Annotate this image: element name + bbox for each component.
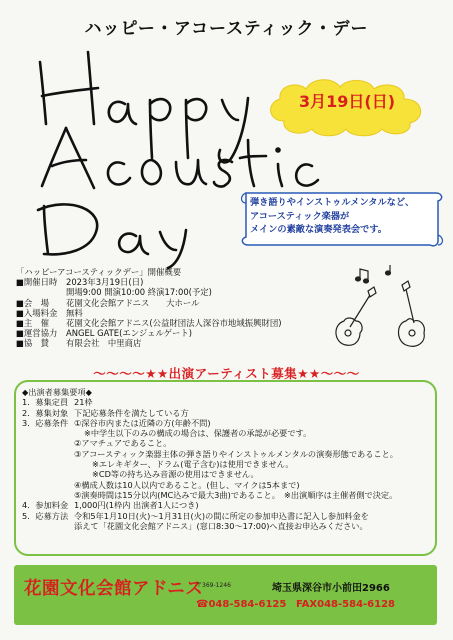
requirement-line: ③アコースティック楽器主体の弾き語りやインストゥルメンタルの演奏形態であること。 <box>74 448 398 459</box>
overview-row <box>16 298 282 308</box>
requirement-note: ※CD等の持ち込み音源の使用はできません。 <box>92 469 259 480</box>
venue-address: 埼玉県深谷市小前田2966 <box>272 583 390 594</box>
guitar-illustration <box>330 265 440 355</box>
requirements-content <box>22 387 432 531</box>
description-line: アコースティック楽器が <box>250 210 350 222</box>
requirement-label: 4．参加料金 <box>22 500 69 511</box>
requirement-value: ①深谷市内または近隣の方(年齢不問) <box>74 417 211 428</box>
overview-label: ■入場料金 <box>16 307 58 318</box>
requirement-line: ②アマチュアであること。 <box>74 438 172 449</box>
overview-label: ■主 催 <box>16 318 50 329</box>
description-text <box>250 196 438 237</box>
overview-value: 有限会社 中里商店 <box>66 338 142 349</box>
page-header-title: ハッピー・アコースティック・デー <box>84 19 369 39</box>
requirement-value: 下記応募条件を満たしている方 <box>74 407 189 418</box>
overview-label: ■運営協力 <box>16 328 58 339</box>
requirement-row <box>22 408 432 418</box>
requirement-line: ⑤演奏時間は15分以内(MC込みで最大3曲)であること。 ※出演順序は主催者側で決定。 <box>74 489 398 500</box>
overview-row <box>16 338 282 348</box>
overview-row <box>16 287 282 297</box>
requirement-value: 1,000円(1枠内 出演者1人につき) <box>74 500 199 511</box>
requirement-label: 5．応募方法 <box>22 510 69 521</box>
requirement-row <box>22 397 432 407</box>
overview-row <box>16 328 282 338</box>
overview-label <box>16 287 66 297</box>
overview-label: ■会 場 <box>16 297 50 308</box>
requirement-row <box>22 511 432 521</box>
overview-label: ■開催日時 <box>16 277 58 288</box>
artist-recruit-heading: ～～～～★★出演アーティスト募集★★～～～ <box>93 366 360 381</box>
venue-zip: 〒369-1246 <box>196 582 231 589</box>
overview-value: 花園文化会館アドニス 大ホール <box>66 297 200 308</box>
overview-row <box>16 277 282 287</box>
requirement-value: 21枠 <box>74 397 93 408</box>
requirements-title: ◆出演者募集要項◆ <box>22 387 92 397</box>
venue-fax: FAX048-584-6128 <box>296 599 396 610</box>
requirement-row <box>22 500 432 510</box>
overview-value: ANGEL GATE(エンジェルゲート) <box>66 328 193 339</box>
requirement-row <box>22 418 432 428</box>
description-line: メインの素敵な演奏発表会です。 <box>250 224 387 235</box>
requirement-line: 添えて「花園文化会館アドニス」(窓口8:30～17:00)へ直接お申込みください。 <box>74 520 368 531</box>
overview-row <box>16 308 282 318</box>
requirement-label: 3．応募条件 <box>22 417 69 428</box>
event-date-badge: 3月19日(日) <box>298 92 396 111</box>
venue-phone: ☎048-584-6125 <box>196 599 287 610</box>
overview-value: 開場9:00 開演10:00 終演17:00(予定) <box>66 287 212 298</box>
overview-value: 花園文化会館アドニス(公益財団法人深谷市地域振興財団) <box>66 318 282 329</box>
overview-row <box>16 318 282 328</box>
overview-label: ■協 賛 <box>16 338 50 349</box>
requirement-label: 2．募集対象 <box>22 407 69 418</box>
requirement-line: ④構成人数は10人以内であること。(但し、マイクは5本まで) <box>74 479 300 490</box>
event-overview <box>16 267 282 349</box>
description-line: 弾き語りやインストゥルメンタルなど、 <box>250 197 415 208</box>
requirement-value: 令和5年1月10日(火)～1月31日(火)の間に所定の参加申込書に記入し参加料金を <box>74 510 369 521</box>
overview-title: 「ハッピーアコースティックデー」開催概要 <box>16 267 182 277</box>
requirement-note: ※中学生以下のみの構成の場合は、保護者の承認が必要です。 <box>84 428 312 439</box>
venue-name: 花園文化会館アドニス <box>24 579 204 599</box>
overview-value: 無料 <box>66 307 83 318</box>
requirement-note: ※エレキギター、ドラム(電子含む)は使用できません。 <box>92 459 294 470</box>
overview-value: 2023年3月19日(日) <box>66 277 144 288</box>
requirement-label: 1．募集定員 <box>22 397 69 408</box>
